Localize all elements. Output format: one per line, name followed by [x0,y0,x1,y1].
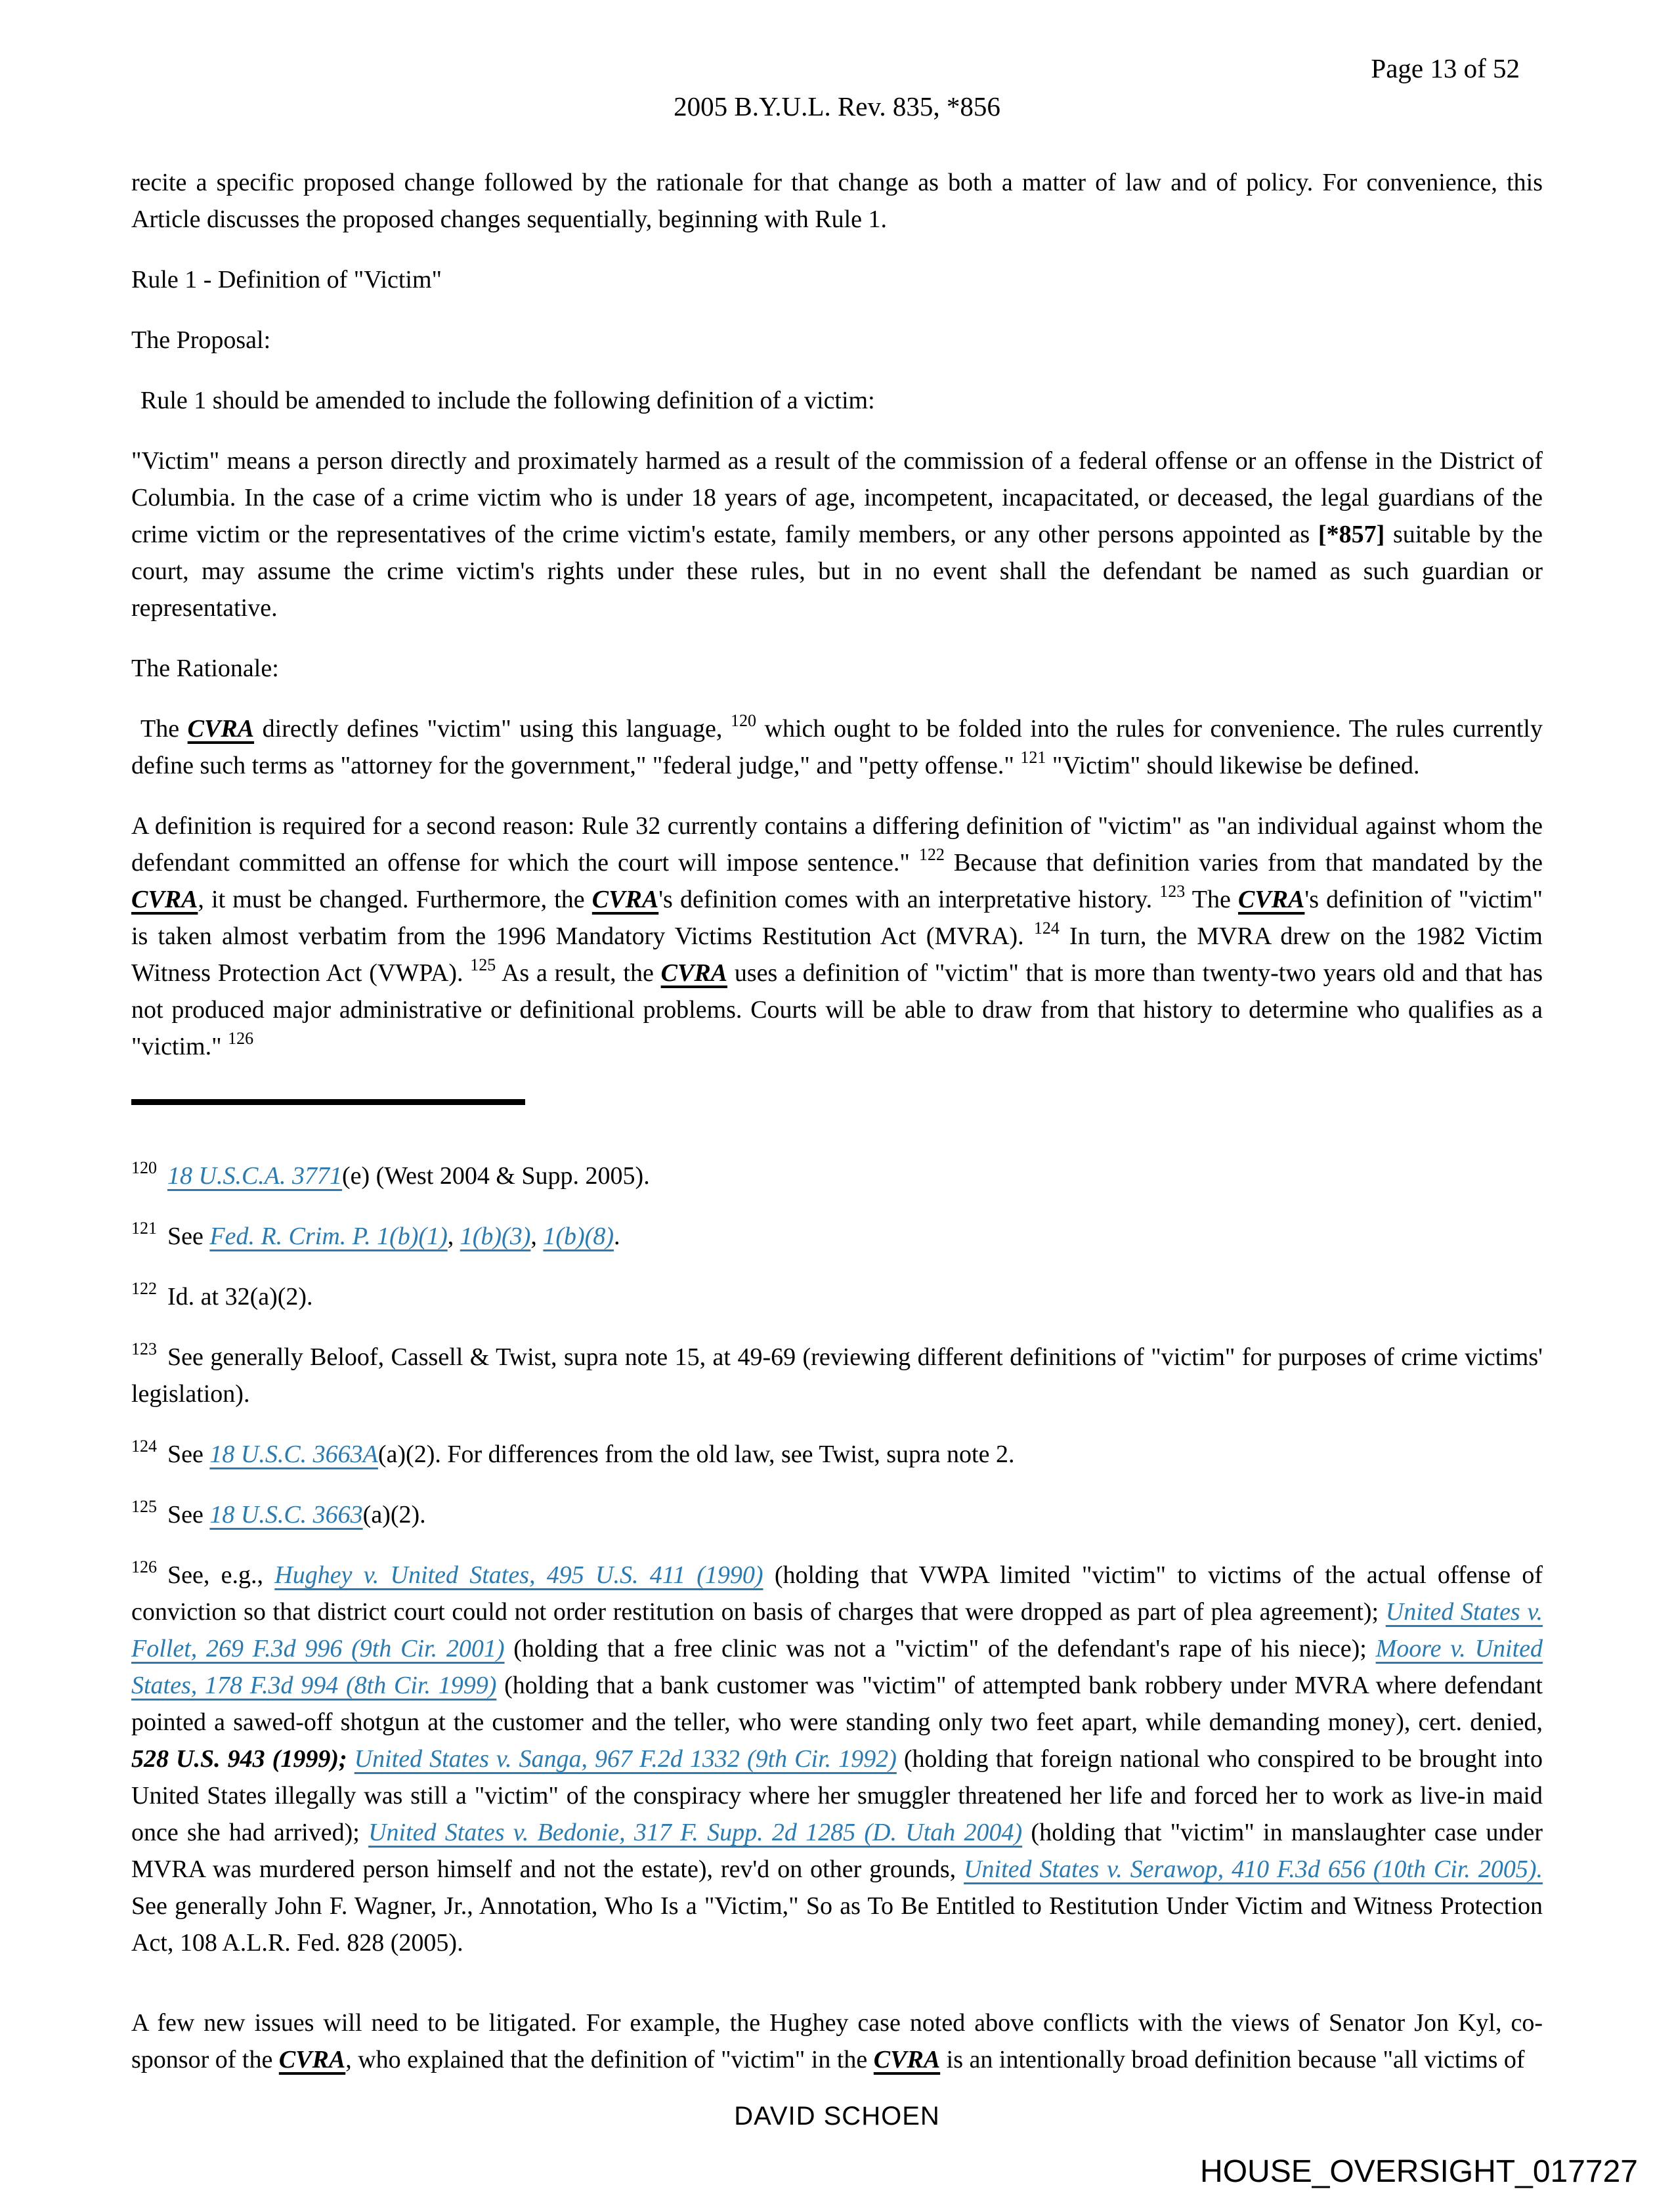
citation-link[interactable]: Fed. R. Crim. P. 1(b)(1) [209,1223,448,1250]
text-run: (e) (West 2004 & Supp. 2005). [342,1162,650,1190]
bates-number: HOUSE_OVERSIGHT_017727 [1200,2154,1638,2189]
text-run: is an intentionally broad definition because "all victims of [940,2046,1525,2073]
closing-paragraph [131,2005,1543,2078]
text-run: , who explained that the definition of "victim" in the [345,2046,874,2073]
text-run: uses a definition of "victim" that is more than twenty-two years old and that has not produced major administrative or definitional problems. Courts will be able to draw from that history to determine who qualifies as a "victim." [131,959,1543,1060]
text-run: (holding that foreign national who conspired to be brought into United States illegally was still a "victim" of the conspiracy where her smuggler threatened her life and forced her to work as live-in maid once she had arrived); [131,1745,1543,1846]
text-run: The Rationale: [131,655,279,682]
footnote-ref: 125 [470,955,496,974]
paragraph [131,443,1543,626]
body-blocks [131,164,1543,1065]
text-run: [*857] [1318,521,1385,548]
cvra-reference-link[interactable]: CVRA [187,715,255,743]
text-run: See generally John F. Wagner, Jr., Annotation, Who Is a "Victim," So as To Be Entitled to Restitution Under Victim and Witness Protection Act, 108 A.L.R. Fed. 828 (2005). [131,1892,1543,1957]
cvra-reference-link[interactable]: CVRA [873,2046,941,2073]
footnote-ref: 122 [918,845,945,864]
text-run: The [140,715,188,743]
text-run: Rule 1 should be amended to include the following definition of a victim: [140,387,875,414]
footnote-ref: 120 [730,711,756,730]
footnote-number: 121 [131,1219,157,1238]
text-run: See [167,1223,210,1250]
page-number-label: Page 13 of 52 [1371,53,1520,83]
footnote [131,1158,1543,1194]
text-run: As a result, the [496,959,661,987]
footnote [131,1339,1543,1412]
text-run: . [613,1223,620,1250]
text-run: , [530,1223,544,1250]
text-run: 528 U.S. 943 (1999); [131,1745,347,1773]
author-line: DAVID SCHOEN [734,2102,940,2131]
citation-link[interactable]: 1(b)(3) [460,1223,531,1250]
footnote [131,1436,1543,1473]
citation-link[interactable]: United States v. Follet, 269 F.3d 996 (9th Cir. 2001) [131,1598,1543,1662]
text-run: directly defines "victim" using this language, [254,715,731,743]
citation-link[interactable]: 18 U.S.C. 3663A [209,1441,378,1468]
text-run: 's definition of "victim" is taken almost verbatim from the 1996 Mandatory Victims Restitution Act (MVRA). [131,886,1543,950]
cvra-reference-link[interactable]: CVRA [131,886,198,913]
paragraph [131,322,1543,358]
cvra-reference-link[interactable]: CVRA [660,959,728,987]
footnote-number: 126 [131,1557,157,1576]
text-run: In turn, the MVRA drew on the 1982 Victim Witness Protection Act (VWPA). [131,922,1543,987]
text-run: , [447,1223,460,1250]
text-run: "Victim" should likewise be defined. [1046,752,1420,779]
citation-link[interactable]: 1(b)(8) [543,1223,614,1250]
cvra-reference-link[interactable]: CVRA [278,2046,346,2073]
text-run: (a)(2). For differences from the old law, see Twist, supra note 2. [377,1441,1015,1468]
citation-link[interactable]: 18 U.S.C.A. 3771 [167,1162,342,1190]
text-run: Id. at 32(a)(2). [167,1283,313,1311]
citation-link[interactable]: 18 U.S.C. 3663 [209,1501,363,1529]
cvra-reference-link[interactable]: CVRA [1237,886,1305,913]
footnote [131,1557,1543,1961]
text-run: See generally Beloof, Cassell & Twist, supra note 15, at 49-69 (reviewing different definitions of "victim" for purposes of crime victims' legislation). [131,1343,1543,1408]
text-run: Rule 1 - Definition of "Victim" [131,266,442,293]
text-run: "Victim" means a person directly and proximately harmed as a result of the commission of a federal offense or an offense in the District of Columbia. In the case of a crime victim who is under 18 years of age, incompetent, incapacitated, or deceased, the legal guardians of the crime victim or the representatives of the crime victim's estate, family members, or any other persons appointed as [131,447,1543,548]
footnote [131,1496,1543,1533]
citation-link[interactable]: Hughey v. United States, 495 U.S. 411 (1990) [274,1561,763,1589]
paragraph [131,650,1543,687]
text-run: (holding that VWPA limited "victim" to victims of the actual offense of conviction so that district court could not order restitution on basis of charges that were dropped as part of plea agreement); [131,1561,1543,1626]
footnote-ref: 124 [1033,919,1060,938]
footnote-number: 120 [131,1158,157,1177]
paragraph [131,808,1543,1065]
text-run: A definition is required for a second reason: Rule 32 currently contains a differing definition of "victim" as "an individual against whom the defendant committed an offense for which the court will impose sentence." [131,812,1543,877]
footnote-ref: 121 [1020,748,1046,767]
text-run: which ought to be folded into the rules for convenience. The rules currently define such terms as "attorney for the government," "federal judge," and "petty offense." [131,715,1543,779]
text-run: Because that definition varies from that mandated by the [944,849,1543,877]
footnote-ref: 126 [228,1029,254,1048]
text-run: See, e.g., [167,1561,275,1589]
paragraph [131,382,1543,419]
text-run: (holding that a free clinic was not a "victim" of the defendant's rape of his niece); [504,1635,1376,1662]
citation-link[interactable]: United States v. Bedonie, 317 F. Supp. 2d 1285 (D. Utah 2004) [368,1819,1023,1846]
paragraph [131,261,1543,298]
footnote-number: 122 [131,1279,157,1298]
text-run: See [167,1441,210,1468]
text-run: See [167,1501,210,1529]
cvra-reference-link[interactable]: CVRA [591,886,659,913]
footnote-separator [131,1099,525,1105]
citation-header: 2005 B.Y.U.L. Rev. 835, *856 [674,91,1000,121]
text-run [347,1745,354,1773]
text-run: A few new issues will need to be litigated. For example, the Hughey case noted above conflicts with the views of Senator Jon Kyl, co-sponsor of the [131,2009,1543,2073]
text-run: 's definition comes with an interpretative history. [658,886,1160,913]
paragraph [131,710,1543,784]
text-run: The Proposal: [131,326,271,354]
footnote-number: 123 [131,1339,157,1358]
footnote-number: 124 [131,1437,157,1456]
text-run: (holding that a bank customer was "victim" of attempted bank robbery under MVRA where defendant pointed a sawed-off shotgun at the customer and the teller, who were standing only two feet apart, while demanding money), cert. denied, [131,1672,1543,1736]
citation-link[interactable]: Moore v. United States, 178 F.3d 994 (8th Cir. 1999) [131,1635,1543,1699]
footnote-number: 125 [131,1497,157,1516]
document-content [131,164,1543,2131]
text-run: recite a specific proposed change followed by the rationale for that change as both a matter of law and of policy. For convenience, this Article discusses the proposed changes sequentially, beginning with Rule 1. [131,169,1543,233]
footnote-list [131,1158,1543,1961]
text-run: , it must be changed. Furthermore, the [198,886,592,913]
text-run: (a)(2). [362,1501,426,1529]
text-run: The [1185,886,1238,913]
footnote [131,1218,1543,1255]
footnote [131,1278,1543,1315]
paragraph [131,164,1543,238]
text-run: (holding that "victim" in manslaughter case under MVRA was murdered person himself and not the estate), rev'd on other grounds, [131,1819,1543,1883]
footnote-ref: 123 [1159,882,1186,901]
text-run: suitable by the court, may assume the crime victim's rights under these rules, but in no event shall the defendant be named as such guardian or representative. [131,521,1543,622]
citation-link[interactable]: United States v. Serawop, 410 F.3d 656 (10th Cir. 2005). [964,1855,1543,1883]
citation-link[interactable]: United States v. Sanga, 967 F.2d 1332 (9th Cir. 1992) [354,1745,897,1773]
